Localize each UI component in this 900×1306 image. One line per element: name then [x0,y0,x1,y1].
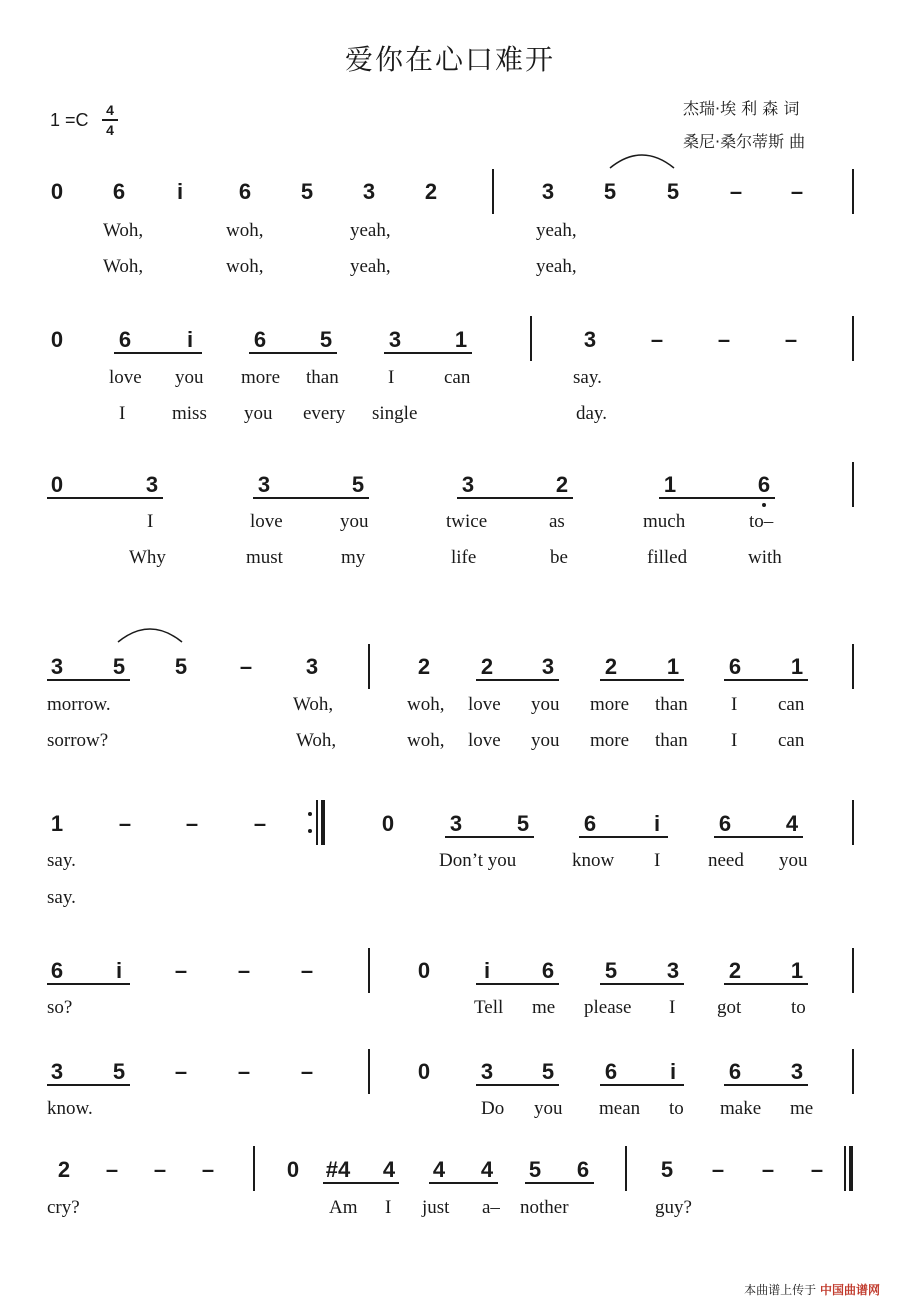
note: – [810,1157,824,1182]
note: 3 [145,472,159,497]
lyric: so? [47,997,73,1018]
lyric: I [669,997,676,1018]
note: 6 [728,654,742,679]
lyric: single [372,403,418,424]
note: 3 [666,958,680,983]
tie-mark [608,150,678,170]
lyric: woh, [226,220,264,241]
bar-line [852,948,854,993]
note: 6 [583,811,597,836]
beam [659,497,775,499]
lyric: every [303,403,346,424]
lyric: got [717,997,742,1018]
note: 6 [112,179,126,204]
note: 3 [257,472,271,497]
lyric: I [119,403,126,424]
beam [476,1084,559,1086]
beam [429,1182,498,1184]
bar-line [368,1049,370,1094]
note: 5 [300,179,314,204]
lyric: must [246,547,283,568]
beam [724,983,808,985]
note: i [483,958,491,983]
lyric: sorrow? [47,730,109,751]
beam [384,352,472,354]
note: – [237,958,251,983]
note: 5 [666,179,680,204]
note: 1 [666,654,680,679]
note: 6 [238,179,252,204]
composer-credit: 桑尼·桑尔蒂斯 曲 [683,132,806,151]
lyric: say. [47,887,76,908]
lyric: more [590,730,630,751]
bar-line [852,316,854,361]
lyric: say. [573,367,602,388]
bar-line [844,1146,846,1191]
bar-line [253,1146,255,1191]
repeat-dot [308,829,312,833]
bar-line [852,1049,854,1094]
note: 3 [541,179,555,204]
note: 3 [50,1059,64,1084]
lyric: Do [481,1098,505,1119]
note: 3 [388,327,402,352]
note: 0 [50,472,64,497]
note: 3 [790,1059,804,1084]
lyric: mean [599,1098,641,1119]
note: 2 [417,654,431,679]
beam [600,679,684,681]
lyric: than [655,730,688,751]
note: i [186,327,194,352]
lyric: day. [576,403,607,424]
lyric: love [109,367,142,388]
bar-line [492,169,494,214]
beam [47,983,130,985]
lyric: Why [129,547,166,568]
beam [445,836,534,838]
beam [114,352,202,354]
beam [714,836,803,838]
note: 0 [286,1157,300,1182]
lyric: yeah, [536,220,577,241]
lyric: Don’t you [439,850,517,871]
note: 6 [50,958,64,983]
note: 0 [381,811,395,836]
lyric: can [444,367,471,388]
beam [323,1182,399,1184]
tie-mark [116,624,186,644]
lyric: Woh, [293,694,334,715]
lyric: more [241,367,281,388]
note: – [790,179,804,204]
beam [525,1182,594,1184]
lyric: I [147,511,154,532]
lyric: you [534,1098,563,1119]
site-footer [744,1281,880,1298]
bar-line [852,644,854,689]
note: 1 [50,811,64,836]
note: 5 [174,654,188,679]
lyric: please [584,997,632,1018]
note: – [185,811,199,836]
thick-bar-line [849,1146,853,1191]
note: 4 [480,1157,494,1182]
lyric: love [468,694,501,715]
lyric: I [731,730,738,751]
beam [600,1084,684,1086]
lyric: love [250,511,283,532]
note: 6 [728,1059,742,1084]
note: – [650,327,664,352]
note: – [761,1157,775,1182]
note: 6 [718,811,732,836]
note: 3 [50,654,64,679]
thick-bar-line [321,800,325,845]
lyric: you [340,511,369,532]
note: 0 [50,179,64,204]
note: 3 [541,654,555,679]
lyric: Woh, [103,256,144,277]
lyric: than [306,367,339,388]
time-signature-top: 4 [106,102,114,118]
lyric: nother [520,1197,569,1218]
key-signature: 1 =C [50,110,89,130]
note: 2 [604,654,618,679]
note: 1 [790,654,804,679]
bar-line [368,644,370,689]
lyric: love [468,730,501,751]
note: 3 [461,472,475,497]
lyric: make [720,1098,762,1119]
note: 3 [362,179,376,204]
lyric: guy? [655,1197,692,1218]
note: – [105,1157,119,1182]
lyric: to [791,997,806,1018]
note: 6 [757,472,771,497]
lyricist-credit: 杰瑞·埃 利 森 词 [683,99,800,118]
lyric: me [532,997,556,1018]
lyric: need [708,850,744,871]
note: 2 [480,654,494,679]
repeat-dot [308,812,312,816]
lyric: you [175,367,204,388]
lyric: I [388,367,395,388]
note: i [115,958,123,983]
note: 2 [424,179,438,204]
time-signature-bottom: 4 [106,122,114,138]
bar-line [852,169,854,214]
lyric: Woh, [103,220,144,241]
lyric: to [669,1098,684,1119]
note: – [174,958,188,983]
bar-line [852,462,854,507]
note: 0 [417,1059,431,1084]
note: 6 [576,1157,590,1182]
lyric: Tell [474,997,504,1018]
song-title: 爱你在心口难开 [344,43,555,76]
note: i [176,179,184,204]
lyric: much [643,511,686,532]
beam [253,497,369,499]
lyric: miss [172,403,207,424]
bar-line [530,316,532,361]
lyric: cry? [47,1197,80,1218]
lyric: yeah, [536,256,577,277]
lyric: woh, [407,694,445,715]
lyric: as [549,511,565,532]
lyric: than [655,694,688,715]
beam [724,679,808,681]
note: 4 [785,811,799,836]
lyric: I [385,1197,392,1218]
note: – [237,1059,251,1084]
bar-line [852,800,854,845]
note: 5 [319,327,333,352]
note: 1 [790,958,804,983]
note: 6 [604,1059,618,1084]
note: 5 [112,654,126,679]
note: 0 [417,958,431,983]
note: 5 [112,1059,126,1084]
note: 5 [541,1059,555,1084]
beam [457,497,573,499]
beam [476,679,559,681]
lyric: be [550,547,568,568]
beam [724,1084,808,1086]
note: 4 [382,1157,396,1182]
note: i [653,811,661,836]
note: 1 [454,327,468,352]
beam [249,352,337,354]
note: – [729,179,743,204]
note: – [784,327,798,352]
note: – [253,811,267,836]
note: – [174,1059,188,1084]
note: 6 [253,327,267,352]
lyric: to– [749,511,774,532]
bar-line [316,800,318,845]
site-logo-text[interactable]: 中国曲谱网 [819,1283,880,1297]
note: i [669,1059,677,1084]
low-octave-dot [762,503,766,507]
note: – [711,1157,725,1182]
lyric: you [244,403,273,424]
lyric: woh, [226,256,264,277]
beam [600,983,684,985]
note: 5 [660,1157,674,1182]
note: 2 [57,1157,71,1182]
note: 5 [528,1157,542,1182]
lyric: more [590,694,630,715]
note: 1 [663,472,677,497]
note: 2 [555,472,569,497]
footer-prefix: 本曲谱上传于 [744,1283,817,1297]
note: 3 [480,1059,494,1084]
note: – [717,327,731,352]
note: – [201,1157,215,1182]
note: – [239,654,253,679]
note: 6 [541,958,555,983]
note: 3 [305,654,319,679]
lyric: Am [329,1197,358,1218]
note: 2 [728,958,742,983]
beam [47,1084,130,1086]
beam [47,497,163,499]
beam [476,983,559,985]
lyric: you [531,730,560,751]
lyric: filled [647,547,688,568]
lyric: know [572,850,615,871]
note: – [300,1059,314,1084]
bar-line [368,948,370,993]
time-signature-line [102,119,118,121]
bar-line [625,1146,627,1191]
lyric: my [341,547,366,568]
beam [47,679,130,681]
note: 5 [604,958,618,983]
lyric: with [748,547,782,568]
lyric: yeah, [350,256,391,277]
lyric: you [779,850,808,871]
lyric: just [422,1197,450,1218]
lyric: yeah, [350,220,391,241]
lyric: Woh, [296,730,337,751]
lyric: me [790,1098,814,1119]
lyric: know. [47,1098,93,1119]
lyric: I [654,850,661,871]
note: – [153,1157,167,1182]
lyric: morrow. [47,694,111,715]
note: – [118,811,132,836]
note: 0 [50,327,64,352]
note: 5 [351,472,365,497]
note: 5 [603,179,617,204]
lyric: you [531,694,560,715]
lyric: woh, [407,730,445,751]
note: 3 [583,327,597,352]
lyric: can [778,694,805,715]
lyric: a– [482,1197,500,1218]
lyric: can [778,730,805,751]
note: 6 [118,327,132,352]
lyric: I [731,694,738,715]
note: – [300,958,314,983]
lyric: twice [446,511,488,532]
beam [579,836,668,838]
lyric: say. [47,850,76,871]
note: 3 [449,811,463,836]
note: 5 [516,811,530,836]
note: #4 [325,1157,351,1182]
lyric: life [451,547,477,568]
note: 4 [432,1157,446,1182]
